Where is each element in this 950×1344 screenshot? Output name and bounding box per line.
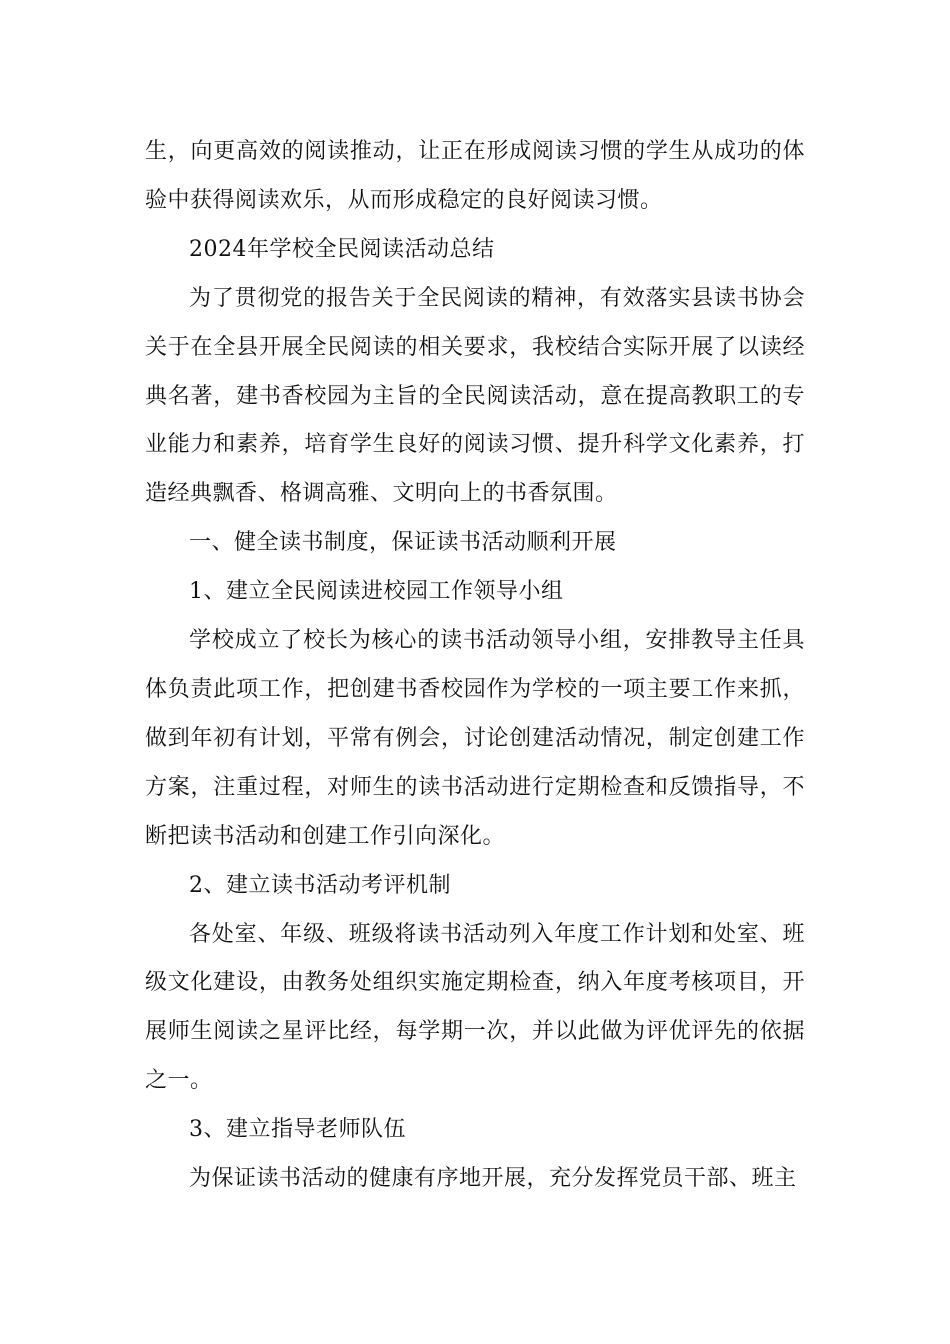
item-body-3: 为保证读书活动的健康有序地开展，充分发挥党员干部、班主 [189, 1166, 797, 1192]
document-body [145, 128, 805, 1204]
item-heading-3: 3、建立指导老师队伍 [189, 1117, 406, 1143]
paragraph-continued: 生，向更高效的阅读推动，让正在形成阅读习惯的学生从成功的体验中获得阅读欢乐，从而形成稳定的良好阅读习惯。 [145, 139, 805, 213]
item-heading-1: 1、建立全民阅读进校园工作领导小组 [189, 579, 564, 605]
item-body-1: 学校成立了校长为核心的读书活动领导小组，安排教导主任具体负责此项工作，把创建书香校园作为学校的一项主要工作来抓，做到年初有计划，平常有例会，讨论创建活动情况，制定创建工作方案，注重过程，对师生的读书活动进行定期检查和反馈指导，不断把读书活动和创建工作引向深化。 [145, 628, 805, 849]
summary-title: 2024年学校全民阅读活动总结 [189, 236, 495, 262]
paragraph-intro: 为了贯彻党的报告关于全民阅读的精神，有效落实县读书协会关于在全县开展全民阅读的相关要求，我校结合实际开展了以读经典名著，建书香校园为主旨的全民阅读活动，意在提高教职工的专业能力和素养，培育学生良好的阅读习惯、提升科学文化素养，打造经典飘香、格调高雅、文明向上的书香氛围。 [145, 285, 805, 507]
section-heading-1: 一、健全读书制度，保证读书活动顺利开展 [189, 530, 617, 556]
item-body-2: 各处室、年级、班级将读书活动列入年度工作计划和处室、班级文化建设，由教务处组织实施定期检查，纳入年度考核项目，开展师生阅读之星评比经，每学期一次，并以此做为评优评先的依据之一。 [145, 921, 805, 1094]
item-heading-2: 2、建立读书活动考评机制 [189, 872, 451, 898]
